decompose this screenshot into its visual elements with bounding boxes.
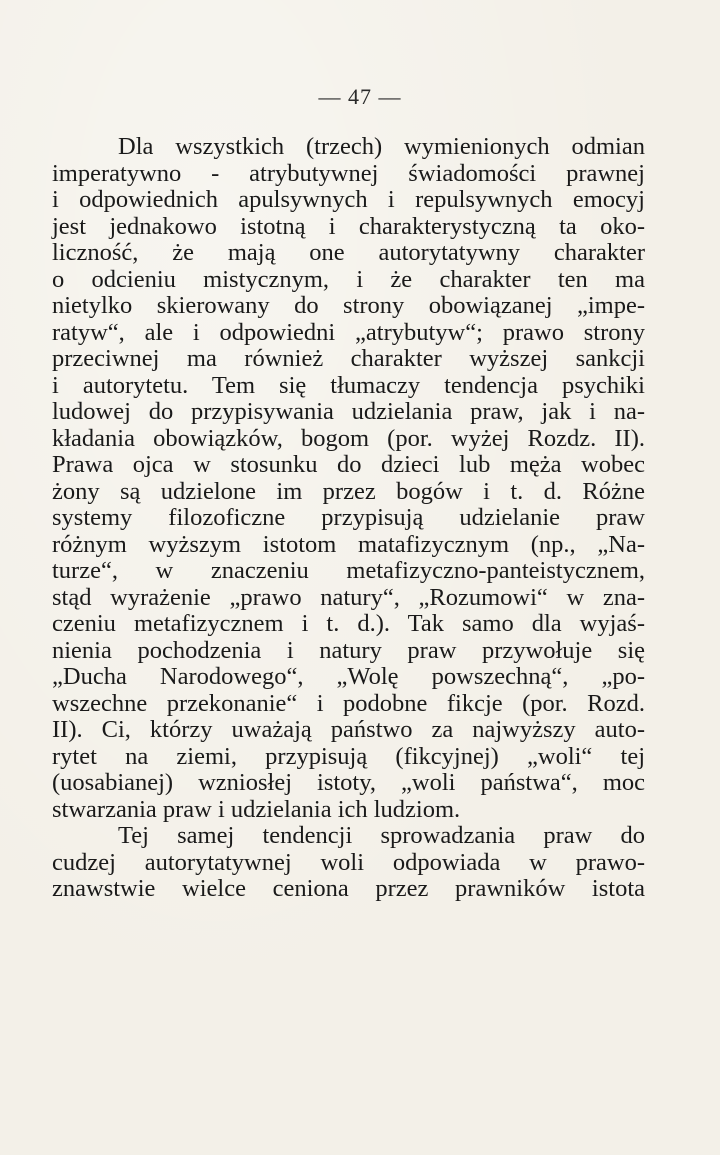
text-line: jest jednakowo istotną i charakterystyczną ta oko- (52, 212, 645, 240)
text-line: Tej samej tendencji sprowadzania praw do (118, 822, 645, 849)
text-line: o odcieniu mistycznym, i że charakter ten ma (52, 265, 645, 293)
text-line: turze“, w znaczeniu metafizyczno-panteistycznem, (52, 557, 645, 584)
text-line: nienia pochodzenia i natury praw przywołuje się (52, 636, 645, 664)
text-line: Prawa ojca w stosunku do dzieci lub męża wobec (52, 451, 645, 478)
text-line: liczność, że mają one autorytatywny charakter (52, 239, 645, 266)
text-line: i odpowiednich apulsywnych i repulsywnych emocyj (52, 186, 645, 213)
text-line: systemy filozoficzne przypisują udzielanie praw (52, 504, 645, 531)
page-number: — 47 — (318, 84, 402, 109)
text-line: przeciwnej ma również charakter wyższej sankcji (52, 345, 645, 372)
text-line: ludowej do przypisywania udzielania praw, jak i na- (52, 398, 645, 425)
text-line: czeniu metafizycznem i t. d.). Tak samo dla wyjaś- (52, 610, 645, 637)
body-text (52, 134, 645, 903)
text-line: „Ducha Narodowego“, „Wolę powszechną“, „po- (52, 663, 645, 690)
text-line: znawstwie wielce ceniona przez prawników istota (52, 875, 645, 902)
text-line: wszechne przekonanie“ i podobne fikcje (por. Rozd. (52, 689, 645, 717)
text-line: (uosabianej) wzniosłej istoty, „woli państwa“, moc (52, 769, 645, 796)
text-line: kładania obowiązków, bogom (por. wyżej Rozdz. II). (52, 424, 645, 452)
text-line: nietylko skierowany do strony obowiązanej „impe- (52, 292, 645, 319)
text-line: stąd wyrażenie „prawo natury“, „Rozumowi“ w zna- (52, 583, 645, 611)
text-line: imperatywno - atrybutywnej świadomości prawnej (52, 159, 645, 187)
text-line: rytet na ziemi, przypisują (fikcyjnej) „woli“ tej (52, 742, 645, 770)
text-line: żony są udzielone im przez bogów i t. d. Różne (52, 477, 645, 505)
text-line: ratyw“, ale i odpowiedni „atrybutyw“; prawo strony (52, 318, 645, 346)
text-line: i autorytetu. Tem się tłumaczy tendencja psychiki (52, 371, 645, 399)
text-line: stwarzania praw i udzielania ich ludziom. (52, 795, 461, 823)
text-line: różnym wyższym istotom matafizycznym (np., „Na- (52, 530, 645, 558)
text-line: cudzej autorytatywnej woli odpowiada w prawo- (52, 848, 645, 876)
text-line: Dla wszystkich (trzech) wymienionych odmian (118, 133, 645, 160)
text-line: II). Ci, którzy uważają państwo za najwyższy auto- (52, 716, 645, 743)
